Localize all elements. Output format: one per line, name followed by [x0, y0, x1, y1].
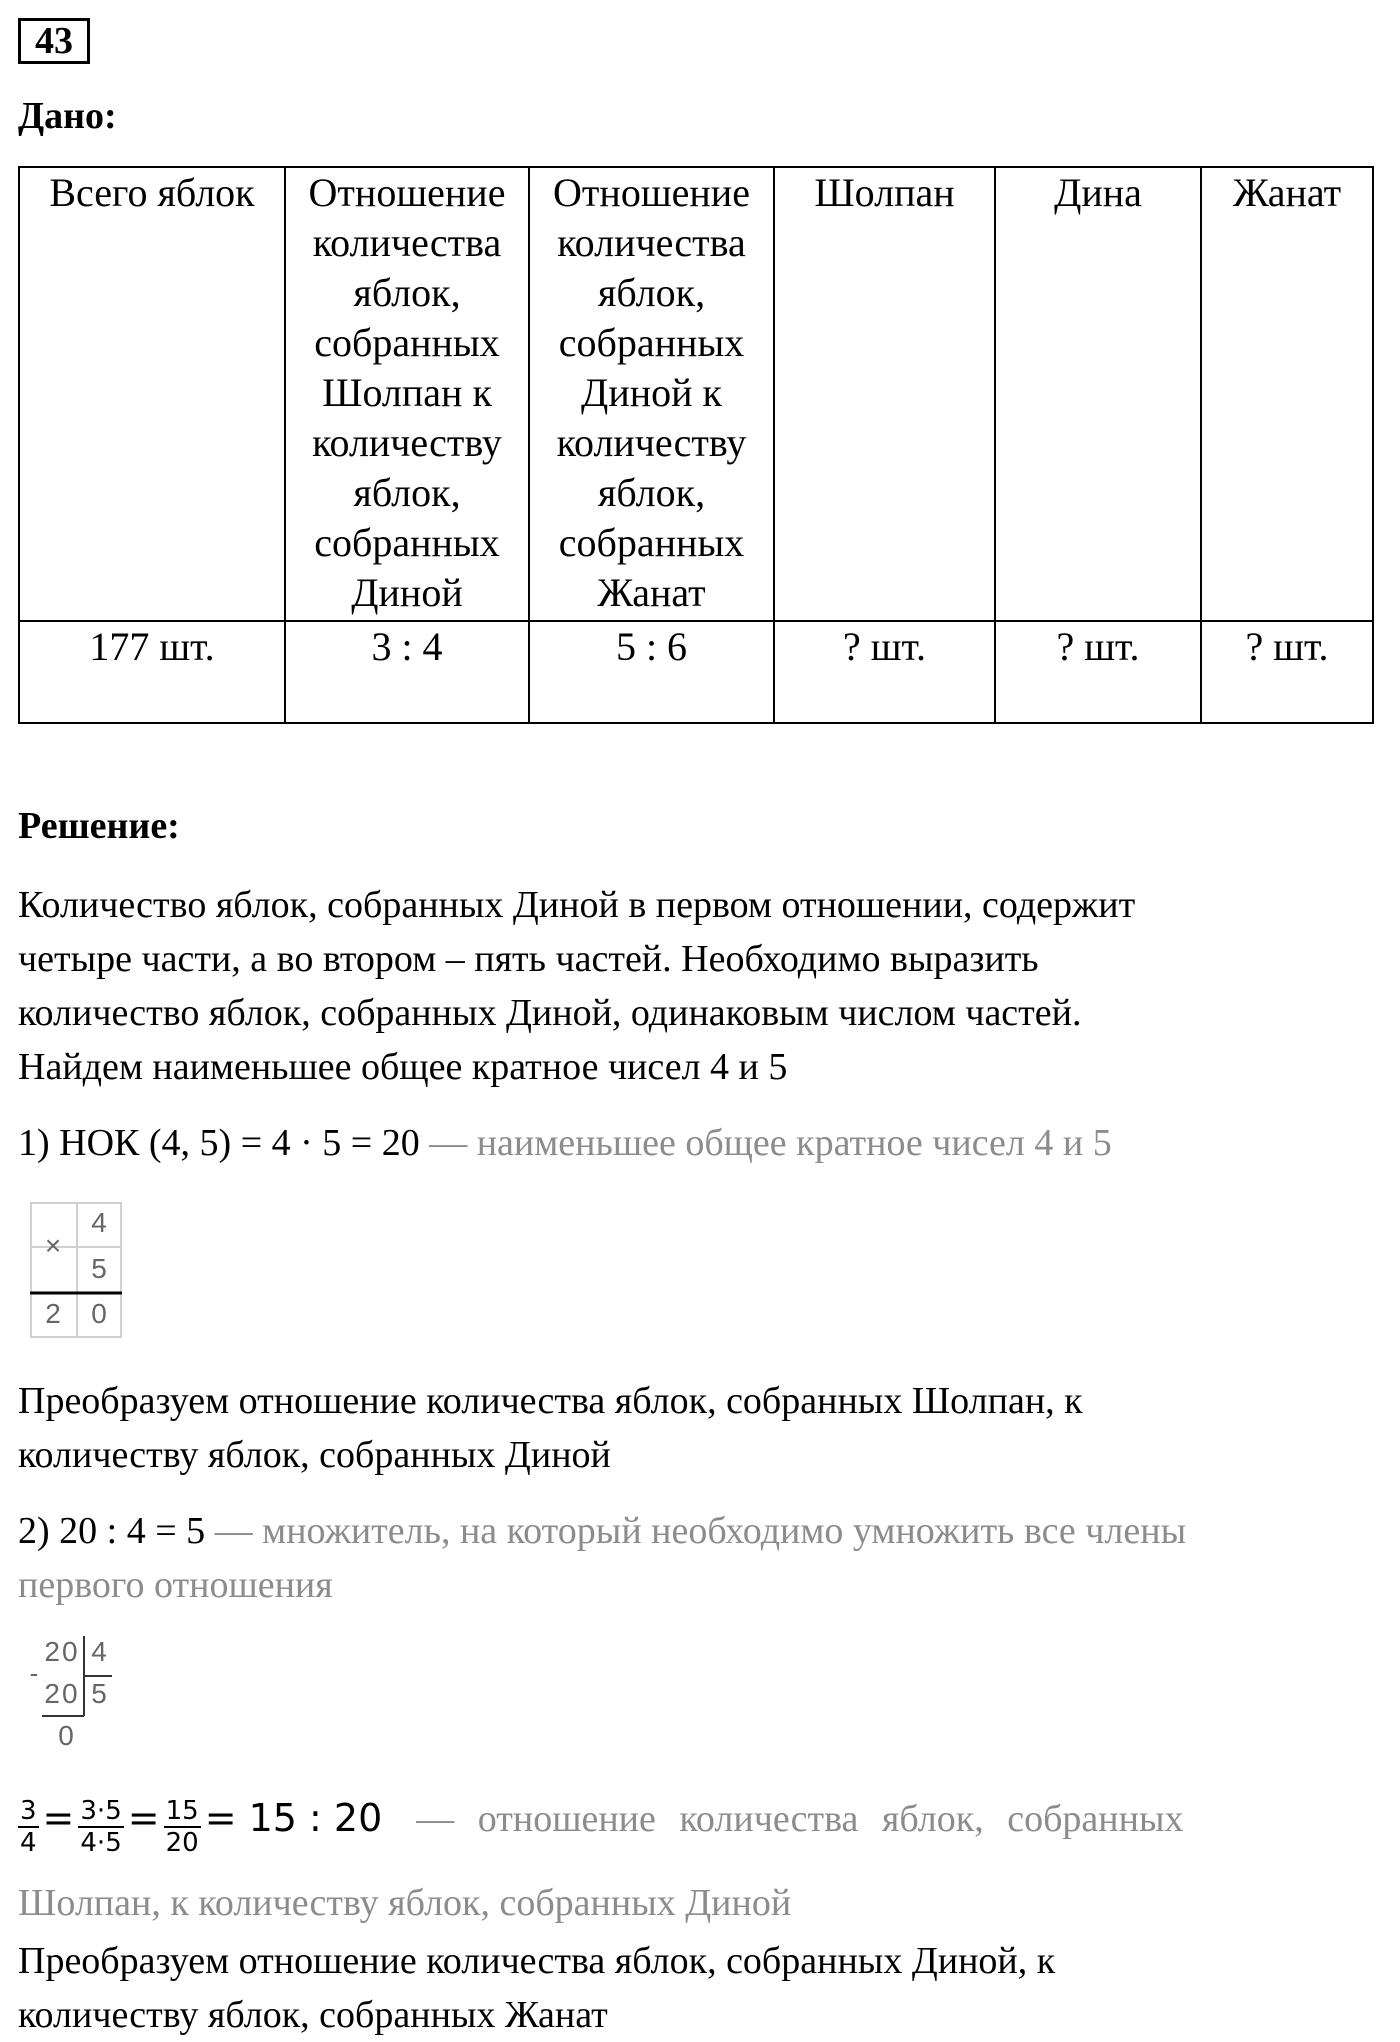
- fraction-3-4: $\frac{3}{4}$: [20, 1796, 37, 1859]
- fraction-equation: [18, 1796, 1372, 1860]
- step-1: [18, 1116, 1372, 1170]
- step-2-note-cont: первого отношения: [18, 1564, 333, 1606]
- intro-line: количество яблок, собранных Диной, одинаковым числом частей.: [18, 992, 1082, 1034]
- header-ratio-dina-zhanat: Отношение количества яблок, собранных Диной к количеству яблок, собранных Жанат: [529, 167, 774, 621]
- divisor: 4: [91, 1636, 107, 1667]
- quotient: 5: [91, 1678, 107, 1709]
- multiplication-column: [30, 1202, 122, 1338]
- paragraph-2-line: количеству яблок, собранных Диной: [18, 1434, 611, 1476]
- paragraph-3-line: количеству яблок, собранных Жанат: [18, 1994, 608, 2036]
- product-digit-1: 2: [45, 1298, 61, 1329]
- fraction-note-cont: Шолпан, к количеству яблок, собранных Диной: [18, 1882, 792, 1924]
- intro-line: четыре части, а во втором – пять частей. Необходимо выразить: [18, 938, 1039, 980]
- equals-sign: =: [127, 1796, 160, 1840]
- product-digit-2: 0: [91, 1298, 107, 1329]
- ratio-result: = 15 : 20: [204, 1796, 383, 1840]
- intro-line: Найдем наименьшее общее кратное чисел 4 и 5: [18, 1046, 788, 1088]
- value-zhanat: ? шт.: [1201, 621, 1373, 723]
- fraction-note: — отношение количества яблок, собранных: [416, 1798, 1184, 1840]
- value-sholpan: ? шт.: [774, 621, 995, 723]
- header-dina: Дина: [995, 167, 1201, 621]
- step-2-note: — множитель, на который необходимо умножить все члены: [214, 1510, 1187, 1552]
- table-values-row: [19, 621, 1373, 723]
- header-zhanat: Жанат: [1201, 167, 1373, 621]
- paragraph-2-line: Преобразуем отношение количества яблок, собранных Шолпан, к: [18, 1380, 1083, 1422]
- value-ratio-2: 5 : 6: [529, 621, 774, 723]
- remainder: 0: [58, 1720, 74, 1751]
- header-ratio-sholpan-dina: Отношение количества яблок, собранных Шолпан к количеству яблок, собранных Диной: [285, 167, 529, 621]
- subtrahend: 20: [44, 1678, 80, 1709]
- value-total: 177 шт.: [19, 621, 285, 723]
- long-division: [28, 1634, 128, 1754]
- division-minus: -: [29, 1658, 39, 1688]
- header-sholpan: Шолпан: [774, 167, 995, 621]
- multiplicand: 4: [91, 1207, 107, 1238]
- multiplier: 5: [91, 1253, 107, 1284]
- value-ratio-1: 3 : 4: [285, 621, 529, 723]
- paragraph-2: [18, 1374, 1372, 1482]
- paragraph-3: [18, 1934, 1372, 2042]
- multiply-sign: ×: [44, 1230, 62, 1261]
- header-total: Всего яблок: [19, 167, 285, 621]
- intro-line: Количество яблок, собранных Диной в первом отношении, содержит: [18, 884, 1136, 926]
- step-1-expression: 1) НОК (4, 5) = 4 · 5 = 20: [18, 1122, 420, 1164]
- paragraph-3-line: Преобразуем отношение количества яблок, собранных Диной, к: [18, 1940, 1056, 1982]
- given-table: [18, 166, 1374, 724]
- step-2-expression: 2) 20 : 4 = 5: [18, 1510, 206, 1552]
- fraction-15-20: $\frac{15}{20}$: [165, 1796, 199, 1859]
- table-header-row: [19, 167, 1373, 621]
- step-2: [18, 1504, 1372, 1558]
- solution-heading: Решение:: [18, 805, 180, 847]
- given-heading: Дано:: [18, 95, 117, 137]
- problem-number: 43: [18, 18, 90, 64]
- equals-sign: =: [42, 1796, 75, 1840]
- value-dina: ? шт.: [995, 621, 1201, 723]
- intro-paragraph: [18, 878, 1372, 1094]
- fraction-3x5-4x5: $\frac{3\cdot 5}{4\cdot 5}$: [80, 1796, 122, 1859]
- dividend: 20: [44, 1636, 80, 1667]
- step-1-note: — наименьшее общее кратное чисел 4 и 5: [429, 1122, 1112, 1164]
